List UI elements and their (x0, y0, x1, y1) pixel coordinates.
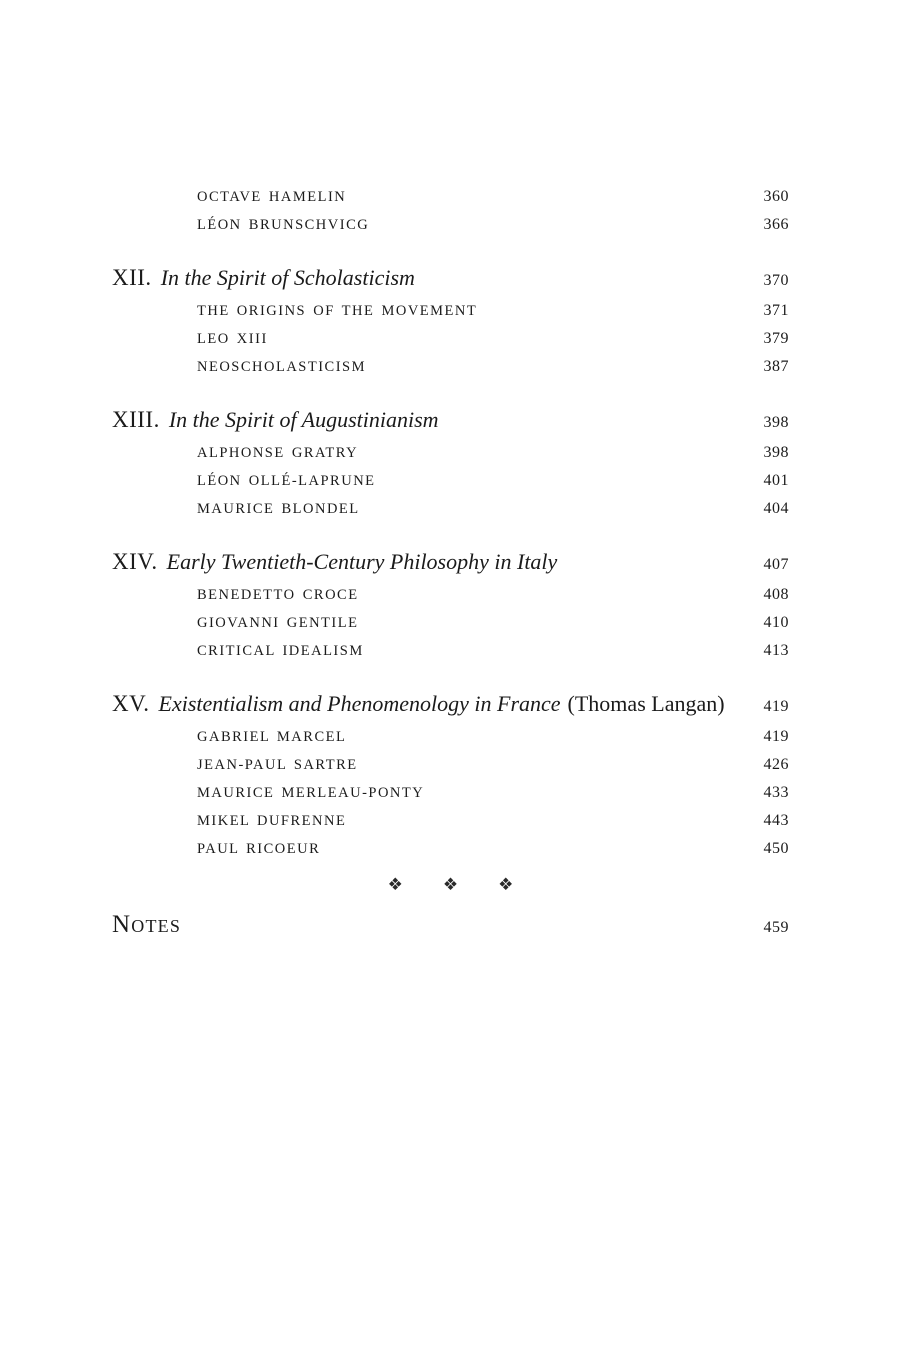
chapter-row (112, 403, 789, 439)
toc-entry-label: JEAN-PAUL SARTRE (197, 757, 358, 773)
toc-group (112, 687, 789, 863)
toc-content (112, 183, 789, 948)
chapter-label (112, 261, 415, 297)
toc-entry-label: LÉON OLLÉ-LAPRUNE (197, 473, 376, 489)
chapter-label (112, 403, 439, 439)
toc-entry-page-number: 366 (763, 216, 789, 233)
toc-entry-page-number: 398 (763, 444, 789, 461)
chapter-page-number: 419 (763, 698, 789, 715)
toc-entry-row (112, 353, 789, 381)
chapter-number: XIII. (112, 407, 160, 432)
toc-entry-row (112, 581, 789, 609)
chapter-label (112, 687, 725, 723)
toc-entry-row (112, 779, 789, 807)
toc-group (112, 545, 789, 665)
chapter-number: XII. (112, 265, 152, 290)
toc-entry-page-number: 371 (763, 302, 789, 319)
toc-entry-page-number: 404 (763, 500, 789, 517)
toc-entry-row (112, 439, 789, 467)
chapter-row (112, 261, 789, 297)
toc-entry-page-number: 401 (763, 472, 789, 489)
chapter-row (112, 687, 789, 723)
toc-entry-label: GABRIEL MARCEL (197, 729, 347, 745)
toc-group (112, 261, 789, 381)
toc-entry-row (112, 467, 789, 495)
toc-entry-page-number: 379 (763, 330, 789, 347)
notes-row (112, 905, 789, 948)
toc-entry-row (112, 297, 789, 325)
chapter-row (112, 545, 789, 581)
toc-entry-page-number: 408 (763, 586, 789, 603)
toc-entry-row (112, 609, 789, 637)
toc-entry-row (112, 211, 789, 239)
chapter-page-number: 398 (763, 414, 789, 431)
toc-entry-label: OCTAVE HAMELIN (197, 189, 347, 205)
toc-entry-label: BENEDETTO CROCE (197, 587, 359, 603)
chapter-page-number: 370 (763, 272, 789, 289)
toc-entry-label: MIKEL DUFRENNE (197, 813, 347, 829)
toc-entry-label: LÉON BRUNSCHVICG (197, 217, 370, 233)
chapter-number: XV. (112, 691, 150, 716)
toc-entry-row (112, 751, 789, 779)
toc-entry-page-number: 426 (763, 756, 789, 773)
ornament-row (112, 869, 789, 899)
toc-entry-page-number: 450 (763, 840, 789, 857)
toc-entry-label: MAURICE MERLEAU-PONTY (197, 785, 425, 801)
toc-group (112, 183, 789, 239)
toc-entry-page-number: 413 (763, 642, 789, 659)
toc-entry-label: GIOVANNI GENTILE (197, 615, 359, 631)
toc-entry-row (112, 637, 789, 665)
toc-entry-page-number: 433 (763, 784, 789, 801)
toc-entry-label: LEO XIII (197, 331, 268, 347)
chapter-title: Existentialism and Phenomenology in France (158, 691, 561, 716)
toc-entry-page-number: 419 (763, 728, 789, 745)
toc-entry-row (112, 807, 789, 835)
chapter-title: Early Twentieth-Century Philosophy in Italy (166, 549, 558, 574)
toc-group (112, 403, 789, 523)
fleuron-icon: ❖ (442, 874, 459, 894)
chapter-title: In the Spirit of Augustinianism (168, 407, 439, 432)
toc-entry-row (112, 325, 789, 353)
toc-entry-label: MAURICE BLONDEL (197, 501, 360, 517)
toc-entry-label: THE ORIGINS OF THE MOVEMENT (197, 303, 478, 319)
chapter-label (112, 545, 557, 581)
chapter-title: In the Spirit of Scholasticism (160, 265, 415, 290)
notes-page-number: 459 (763, 919, 789, 936)
toc-entry-page-number: 360 (763, 188, 789, 205)
fleuron-icon: ❖ (498, 874, 514, 894)
chapter-suffix: (Thomas Langan) (567, 691, 725, 716)
toc-entry-page-number: 443 (763, 812, 789, 829)
toc-entry-label: ALPHONSE GRATRY (197, 445, 359, 461)
chapter-number: XIV. (112, 549, 158, 574)
toc-entry-label: PAUL RICOEUR (197, 841, 321, 857)
toc-entry-row (112, 723, 789, 751)
toc-entry-label: NEOSCHOLASTICISM (197, 359, 367, 375)
toc-entry-row (112, 183, 789, 211)
toc-entry-page-number: 387 (763, 358, 789, 375)
toc-entry-row (112, 495, 789, 523)
notes-label: Notes (112, 911, 182, 938)
toc-entry-row (112, 835, 789, 863)
fleuron-icon: ❖ (387, 874, 403, 894)
toc-entry-page-number: 410 (763, 614, 789, 631)
toc-entry-label: CRITICAL IDEALISM (197, 643, 364, 659)
chapter-page-number: 407 (763, 556, 789, 573)
